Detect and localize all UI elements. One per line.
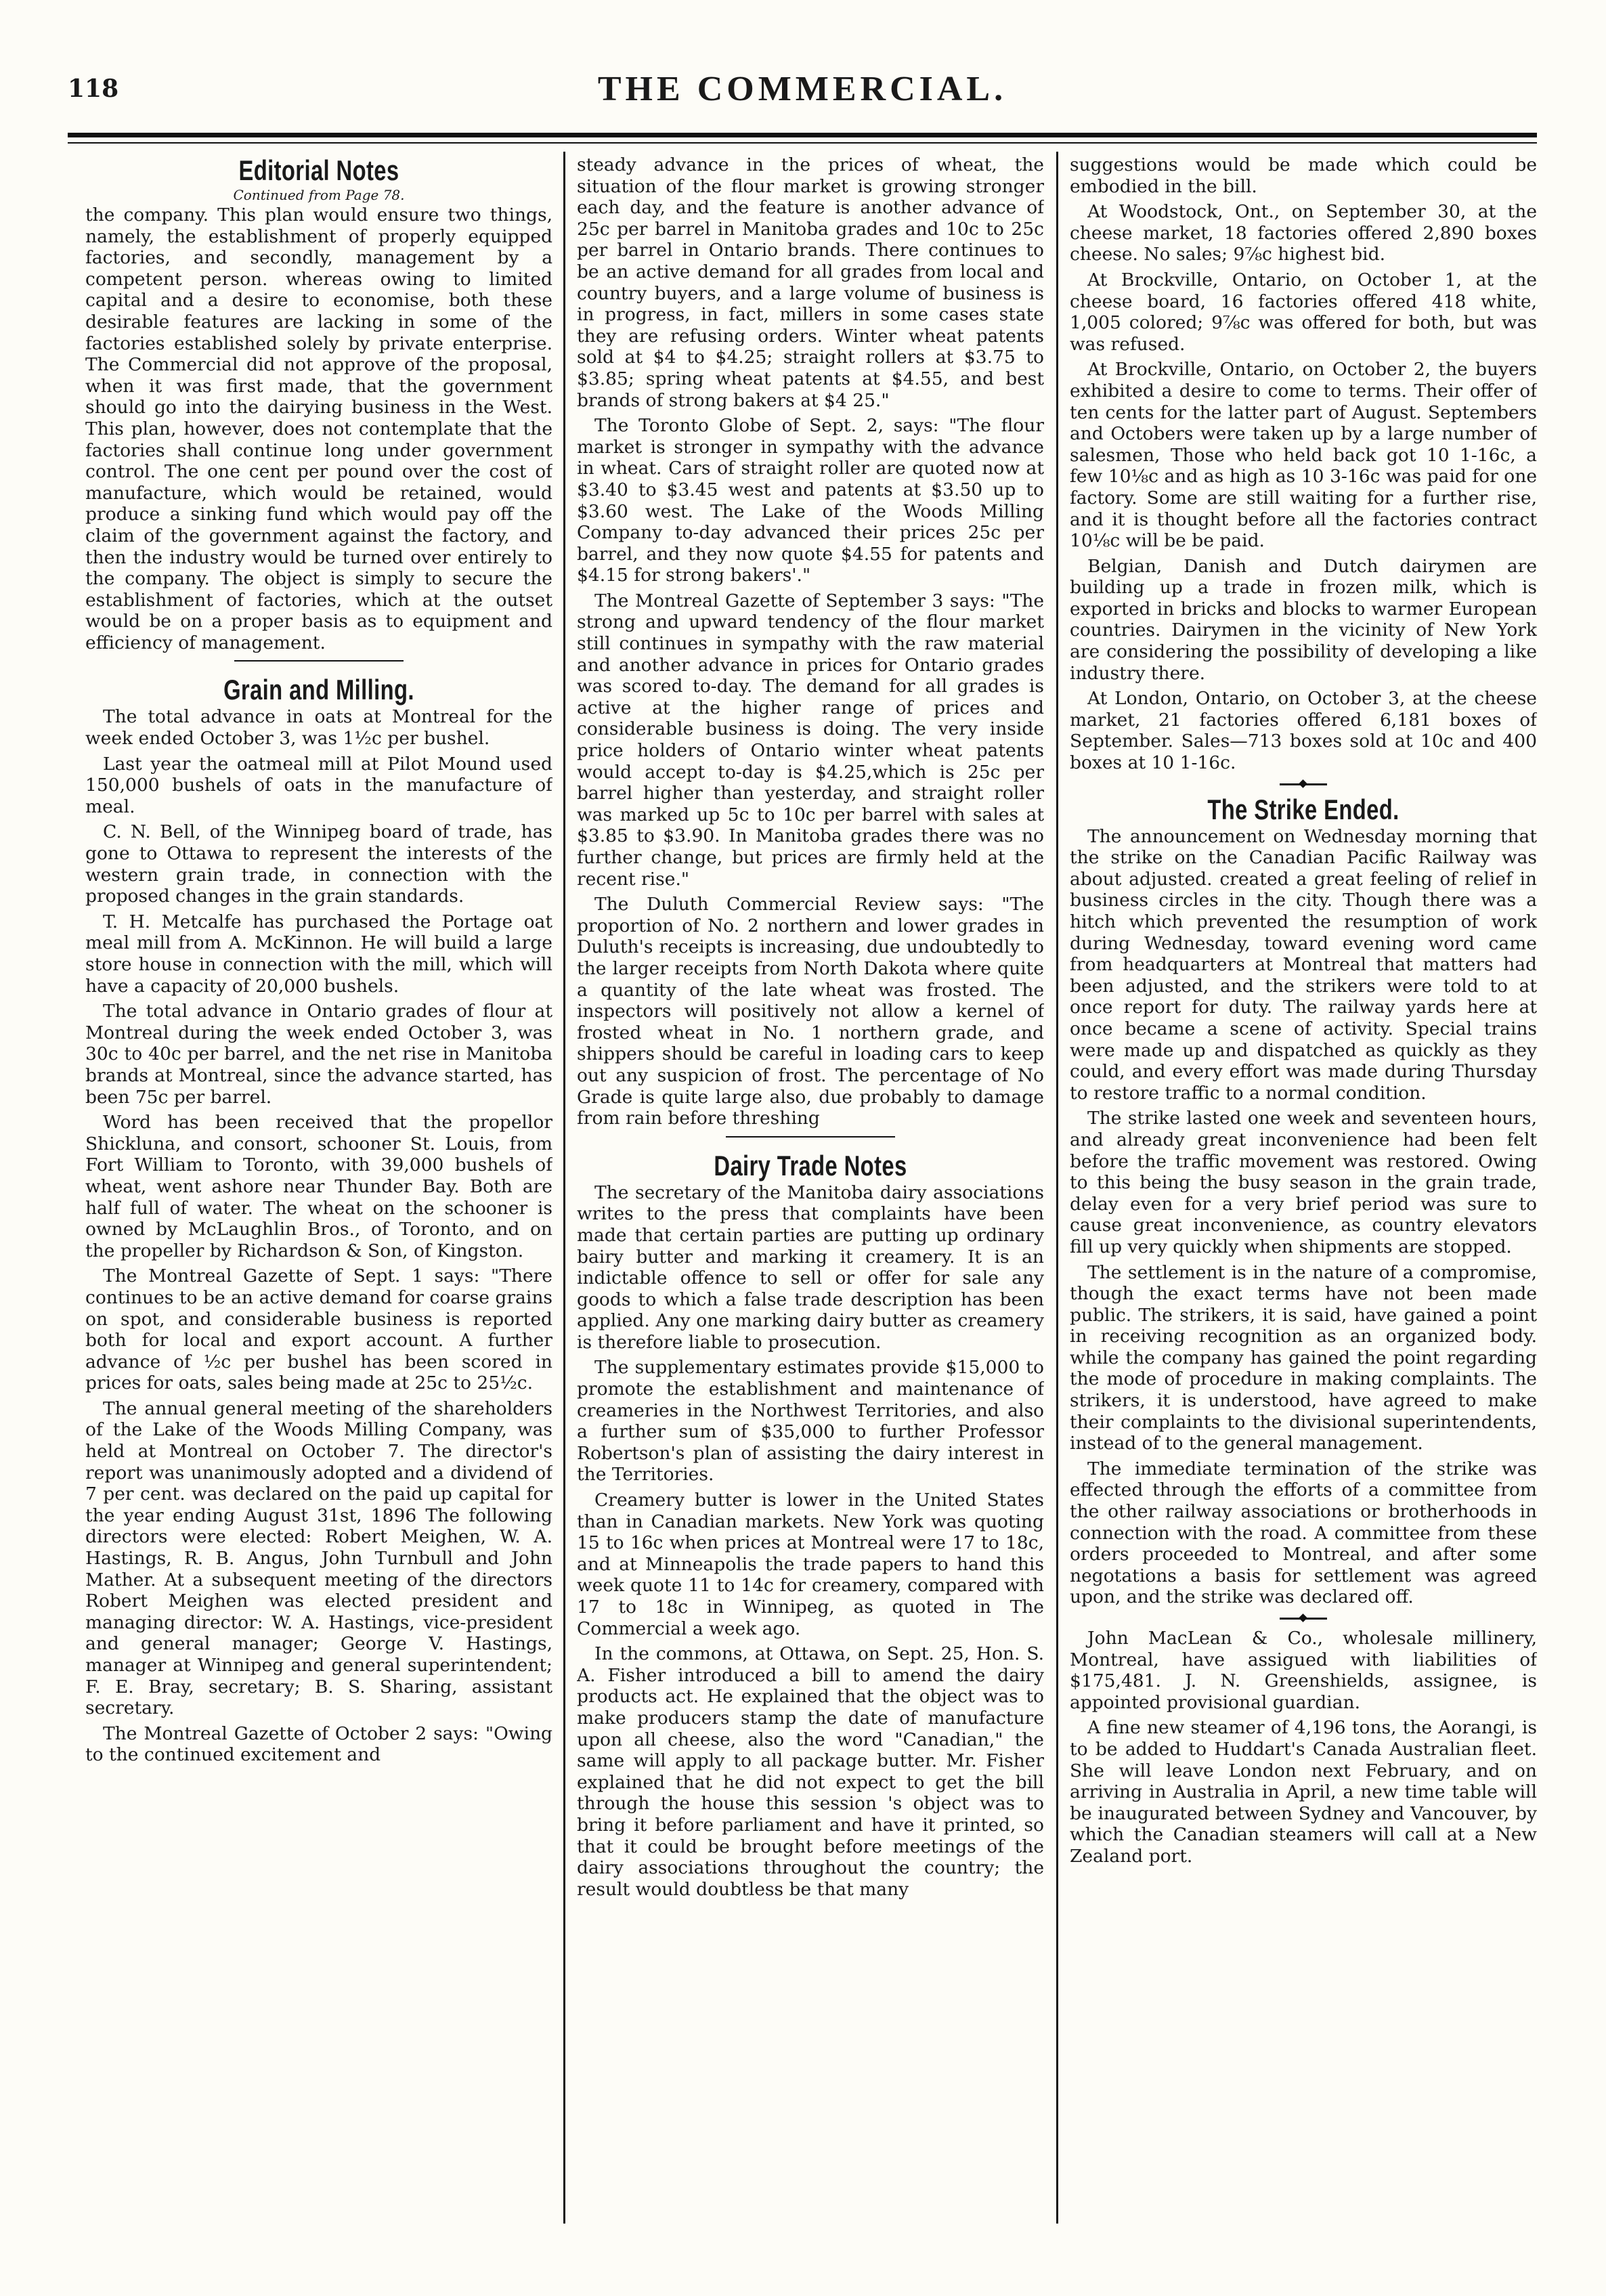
article-paragraph: Creamery butter is lower in the United States than in Canadian markets. New York was quoting 15 to 16c when prices at Montreal were 17 to 18c, and at Minneapolis the trade papers to hand this week quote 11 to 14c for creamery, compared with 17 to 18c in Winnipeg, as quoted in The Commercial a week ago. — [577, 1490, 1044, 1639]
masthead — [68, 70, 1537, 135]
dairy-trade-notes-heading: Dairy Trade Notes — [714, 1149, 907, 1182]
article-paragraph: Last year the oatmeal mill at Pilot Mound used 150,000 bushels of oats in the manufacture of meal. — [85, 753, 552, 817]
article-paragraph: steady advance in the prices of wheat, the situation of the flour market is growing stronger each day, and the feature is another advance of 25c per barrel in Manitoba grades and 10c to 25c per barrel in Ontario brands. There continues to be an active demand for all grades from local and country buyers, and a large volume of business is in progress, in fact, millers in some cases state they are refusing orders. Winter wheat patents sold at $4 to $4.25; straight rollers at $3.75 to $3.85; spring wheat patents at $4.55, and best brands of strong bakers at $4 25." — [577, 154, 1044, 411]
strike-ended-heading: The Strike Ended. — [1207, 793, 1399, 825]
article-paragraph: The secretary of the Manitoba dairy associations writes to the press that complaints have been made that certain parties are putting up ordinary bairy butter and marking it creamery. It is an indictable offence to sell or offer for sale any goods to which a false trade description has been applied. Any one marking dairy butter as creamery is therefore liable to prosecution. — [577, 1182, 1044, 1353]
article-paragraph: suggestions would be made which could be embodied in the bill. — [1070, 154, 1537, 197]
article-paragraph: The Montreal Gazette of September 3 says: "The strong and upward tendency of the flour market still continues in sympathy with the raw material and another advance in prices for Ontario grades was scored to-day. The demand for all grades is active at the higher range of prices and considerable business is doing. The very inside price holders of Ontario winter wheat patents would accept to-day is $4.25,which is 25c per barrel higher than yesterday, and straight roller was marked up 5c to 10c per barrel with sales at $3.85 to $3.90. In Manitoba grades there was no further change, but prices are firmly held at the recent rise." — [577, 590, 1044, 890]
article-paragraph: The Duluth Commercial Review says: "The proportion of No. 2 northern and lower grades in Duluth's receipts is increasing, due undoubtedly to the larger receipts from North Dakota where quite a quantity of the late wheat was frosted. The inspectors will positively not allow a kernel of frosted wheat in No. 1 northern grade, and shippers should be careful in loading cars to keep out any suspicion of frost. The percentage of No Grade is quite large also, due probably to damage from rain before threshing — [577, 894, 1044, 1129]
continued-note: Continued from Page 78. — [233, 187, 405, 203]
section-rule — [726, 1136, 895, 1138]
column-left — [85, 154, 552, 2240]
page-number: 118 — [68, 74, 119, 103]
newspaper-title: THE COMMERCIAL. — [597, 70, 1007, 108]
article-paragraph: John MacLean & Co., wholesale millinery, Montreal, have assigued with liabilities of $175,481. J. N. Greenshields, assignee, is appointed provisional guardian. — [1070, 1628, 1537, 1713]
article-paragraph: The announcement on Wednesday morning that the strike on the Canadian Pacific Railway was about adjusted. created a great feeling of relief in business circles in the city. Though there was a hitch which prevented the resumption of work during Wednesday, toward evening word came from headquarters at Montreal that matters had been adjusted, and the strikers were told to at once report for duty. The railway yards here at once became a scene of activity. Special trains were made up and dispatched as quickly as they could, and every effort was made during Thursday to restore traffic to a normal condition. — [1070, 825, 1537, 1104]
header-rule-thick — [68, 133, 1537, 137]
column-divider — [1056, 152, 1058, 2224]
article-paragraph: At Brockville, Ontario, on October 1, at the cheese board, 16 factories offered 418 white, 1,005 colored; 9⅞c was offered for both, but was was refused. — [1070, 269, 1537, 355]
section-rule — [234, 660, 404, 662]
article-paragraph: The Montreal Gazette of October 2 says: "Owing to the continued excitement and — [85, 1723, 552, 1766]
article-paragraph: The Toronto Globe of Sept. 2, says: "The flour market is stronger in sympathy with the advance in wheat. Cars of straight roller are quoted now at $3.40 to $3.45 west and patents at $3.50 up to $3.60 west. The Lake of the Woods Milling Company to-day advanced their prices 25c per barrel, and they now quote $4.55 for patents and $4.15 for strong bakers'." — [577, 415, 1044, 586]
article-paragraph: C. N. Bell, of the Winnipeg board of trade, has gone to Ottawa to represent the interests of the western grain trade, in connection with the proposed changes in the grain standards. — [85, 821, 552, 907]
article-paragraph: The supplementary estimates provide $15,000 to promote the establishment and maintenance of creameries in the Northwest Territories, and also a further sum of $35,000 to further Professor Robertson's plan of assisting the dairy interest in the Territories. — [577, 1357, 1044, 1486]
editorial-paragraph: the company. This plan would ensure two things, namely, the establishment of properly equipped factories, and secondly, management by a competent person. whereas owing to limited capital and a desire to economise, both these desirable features are lacking in some of the factories established solely by private enterprise. The Commercial did not approve of the proposal, when it was first made, that the government should go into the dairying business in the West. This plan, however, does not contemplate that the factories shall continue long under government control. The one cent per pound over the cost of manufacture, which would be retained, would produce a sinking fund which would pay off the claim of the government against the factory, and then the industry would be turned over entirely to the company. The object is simply to secure the establishment of factories, which at the outset would be on a proper basis as to equipment and efficiency of management. — [85, 204, 552, 653]
article-paragraph: At London, Ontario, on October 3, at the cheese market, 21 factories offered 6,181 boxes of September. Sales—713 boxes sold at 10c and 400 boxes at 10 1-16c. — [1070, 688, 1537, 774]
header-rule-thin — [68, 142, 1537, 144]
column-middle — [577, 154, 1044, 2240]
article-paragraph: The Montreal Gazette of Sept. 1 says: "There continues to be an active demand for coarse grains on spot, and considerable business is reported both for local and export account. A further advance of ½c per bushel has been scored in prices for oats, sales being made at 25c to 25½c. — [85, 1265, 552, 1394]
article-paragraph: The strike lasted one week and seventeen hours, and already great inconvenience had been felt before the traffic movement was restored. Owing to this being the busy season in the grain trade, delay even for a very brief period was sure to cause great inconvenience, as country elevators fill up very quickly when shipments are stopped. — [1070, 1108, 1537, 1257]
article-paragraph: The total advance in Ontario grades of flour at Montreal during the week ended October 3, was 30c to 40c per barrel, and the net rise in Manitoba brands at Montreal, since the advance started, has been 75c per barrel. — [85, 1001, 552, 1108]
column-divider — [563, 152, 565, 2224]
article-paragraph: At Brockville, Ontario, on October 2, the buyers exhibited a desire to come to terms. Their offer of ten cents for the latter part of August. Septembers and Octobers were taken up by a large number of salesmen, Those who held back got 10 1-16c, a few 10⅛c and as high as 10 3-16c was paid for one factory. Some are still waiting for a further rise, and it is thought before all the factories contract 10⅛c will be be paid. — [1070, 359, 1537, 552]
article-paragraph: At Woodstock, Ont., on September 30, at the cheese market, 18 factories offered 2,890 boxes cheese. No sales; 9⅞c highest bid. — [1070, 201, 1537, 265]
article-paragraph: The settlement is in the nature of a compromise, though the exact terms have not been made public. The strikers, it is said, have gained a point in receiving recognition as an organized body. while the company has gained the point regarding the mode of procedure in making complaints. The strikers, it is understood, have agreed to make their complaints to the divisional superintendents, instead of to the general management. — [1070, 1261, 1537, 1454]
ornament-separator — [1280, 783, 1327, 785]
article-paragraph: T. H. Metcalfe has purchased the Portage oat meal mill from A. McKinnon. He will build a large store house in connection with the mill, which will have a capacity of 20,000 bushels. — [85, 911, 552, 997]
article-paragraph: The total advance in oats at Montreal for the week ended October 3, was 1½c per bushel. — [85, 706, 552, 750]
article-paragraph: The immediate termination of the strike was effected through the efforts of a committee from the other railway associations or brotherhoods in connection with the road. A committee from these orders proceeded to Montreal, and after some negotations a basis for settlement was agreed upon, and the strike was declared off. — [1070, 1458, 1537, 1608]
grain-milling-heading: Grain and Milling. — [223, 674, 414, 706]
article-paragraph: The annual general meeting of the shareholders of the Lake of the Woods Milling Company, was held at Montreal on October 7. The director's report was unanimously adopted and a dividend of 7 per cent. was declared on the paid up capital for the year ending August 31st, 1896 The following directors were elected: Robert Meighen, W. A. Hastings, R. B. Angus, John Turnbull and John Mather. At a subsequent meeting of the directors Robert Meighen was elected president and managing director: W. A. Hastings, vice-president and general manager; George V. Hastings, manager at Winnipeg and general superintendent; F. E. Bray, secretary; B. S. Sharing, assistant secretary. — [85, 1398, 552, 1719]
editorial-notes-heading: Editorial Notes — [238, 154, 399, 186]
article-paragraph: Belgian, Danish and Dutch dairymen are building up a trade in frozen milk, which is exported in bricks and blocks to warmer European countries. Dairymen in the vicinity of New York are considering the possibility of developing a like industry there. — [1070, 555, 1537, 684]
article-paragraph: In the commons, at Ottawa, on Sept. 25, Hon. S. A. Fisher introduced a bill to amend the dairy products act. He explained that the object was to make producers stamp the date of manufacture upon all cheese, also the word "Canadian," the same will apply to all package butter. Mr. Fisher explained that he did not expect to get the bill through the house this session 's object was to bring it before parliament and have it printed, so that it could be brought before meetings of the dairy associations throughout the country; the result would doubtless be that many — [577, 1643, 1044, 1900]
article-paragraph: A fine new steamer of 4,196 tons, the Aorangi, is to be added to Huddart's Canada Australian fleet. She will leave London next February, and on arriving in Australia in April, a new time table will be inaugurated between Sydney and Vancouver, by which the Canadian steamers will call at a New Zealand port. — [1070, 1717, 1537, 1867]
column-right — [1070, 154, 1537, 2240]
article-paragraph: Word has been received that the propellor Shickluna, and consort, schooner St. Louis, from Fort William to Toronto, with 39,000 bushels of wheat, went ashore near Thunder Bay. Both are half full of water. The wheat on the schooner is owned by McLaughlin Bros., of Toronto, and on the propeller by Richardson & Son, of Kingston. — [85, 1112, 552, 1261]
ornament-separator — [1280, 1618, 1327, 1620]
